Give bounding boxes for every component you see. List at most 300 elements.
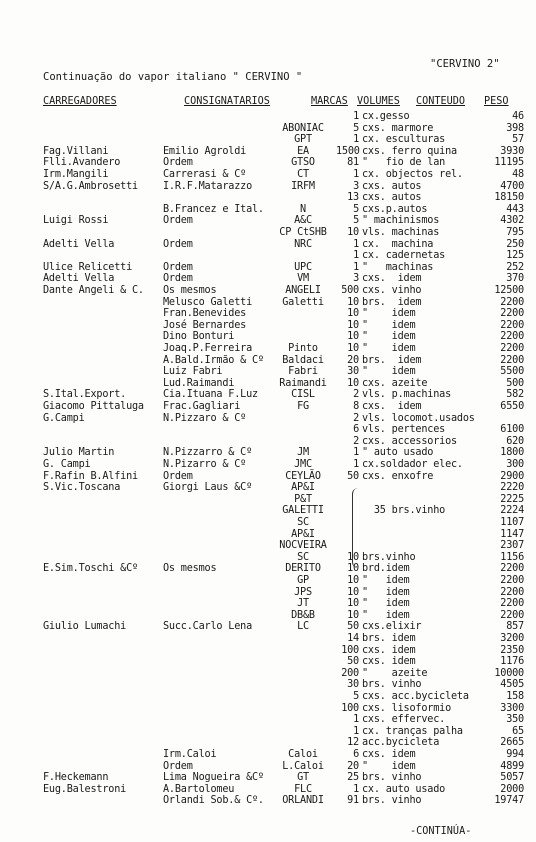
peso-cell: 1147 xyxy=(500,528,524,540)
marca-cell: AP&I xyxy=(291,482,315,494)
marca-cell: JMC xyxy=(294,459,312,470)
marca-cell: IRFM xyxy=(291,180,315,192)
peso-cell: 4302 xyxy=(500,215,524,227)
consignatario-cell: Ordem xyxy=(163,215,193,227)
consignatario-cell: Os mesmos xyxy=(163,563,217,575)
volumes-cell: 13 xyxy=(347,192,359,204)
marca-cell: DB&B xyxy=(291,609,315,621)
carregador-cell: Dante Angeli & C. xyxy=(43,285,144,296)
consignatario-cell: A.Bald.Irmão & Cº xyxy=(163,354,264,366)
table-row xyxy=(0,273,536,284)
marca-cell: VM xyxy=(297,273,309,285)
table-row xyxy=(0,134,536,145)
peso-cell: 5057 xyxy=(500,772,524,784)
marca-cell: FLC xyxy=(294,783,312,795)
conteudo-cell: cxs. idem xyxy=(362,656,416,668)
table-row xyxy=(0,482,536,493)
consignatario-cell: Ordem xyxy=(163,760,193,772)
conteudo-cell: cxs.p.autos xyxy=(362,203,428,215)
table-row xyxy=(0,749,536,760)
conteudo-cell: " machinas xyxy=(362,261,434,273)
consignatario-cell: Ordem xyxy=(163,157,193,169)
conteudo-cell: cxs. idem xyxy=(362,749,416,760)
marca-cell: L.Caloi xyxy=(282,760,324,772)
peso-cell: 2200 xyxy=(500,319,524,331)
volumes-cell: 5 xyxy=(353,203,359,215)
table-row xyxy=(0,552,536,563)
table-row xyxy=(0,413,536,424)
conteudo-cell: " idem xyxy=(362,598,410,610)
peso-cell: 48 xyxy=(512,169,524,180)
peso-cell: 250 xyxy=(506,238,524,250)
marca-cell: UPC xyxy=(294,261,312,273)
table-row xyxy=(0,192,536,203)
marca-cell: JPS xyxy=(294,586,312,598)
consignatario-cell: Fran.Benevides xyxy=(163,308,247,320)
conteudo-cell: brd.idem xyxy=(362,563,410,575)
peso-cell: 12500 xyxy=(494,285,524,296)
conteudo-cell: cx. tranças palha xyxy=(362,725,463,737)
consignatario-cell: Dino Bonturi xyxy=(163,331,235,343)
carregador-cell: Giacomo Pittaluga xyxy=(43,401,144,412)
peso-cell: 582 xyxy=(506,389,524,401)
table-row xyxy=(0,297,536,308)
peso-cell: 1800 xyxy=(500,447,524,459)
column-header-volumes: VOLUMES xyxy=(357,96,400,107)
conteudo-cell: " machinismos xyxy=(362,215,440,227)
conteudo-cell: cxs. lisoformio xyxy=(362,702,452,714)
volumes-cell: 3 xyxy=(353,273,359,285)
table-row xyxy=(0,355,536,366)
table-row xyxy=(0,529,536,540)
volumes-cell: 2 xyxy=(353,435,359,447)
conteudo-cell: brs.vinho xyxy=(362,551,416,563)
consignatario-cell: Os mesmos xyxy=(163,285,217,296)
consignatario-cell: N.Pizarro & Cº xyxy=(163,459,247,470)
table-row xyxy=(0,494,536,505)
volumes-cell: 12 xyxy=(347,737,359,749)
volumes-cell: 10 xyxy=(347,609,359,621)
marca-cell: GPT xyxy=(294,134,312,146)
peso-cell: 443 xyxy=(506,203,524,215)
table-row xyxy=(0,703,536,714)
volumes-cell: 6 xyxy=(353,424,359,436)
peso-cell: 2665 xyxy=(500,737,524,749)
marca-cell: ORLANDI xyxy=(282,795,324,807)
carregador-cell: F.Heckemann xyxy=(43,772,109,784)
peso-cell: 350 xyxy=(506,714,524,726)
peso-cell: 158 xyxy=(506,691,524,702)
table-row xyxy=(0,157,536,168)
volumes-cell: 1 xyxy=(353,111,359,122)
table-row xyxy=(0,575,536,586)
conteudo-cell: cx. cadernetas xyxy=(362,250,446,262)
table-row xyxy=(0,308,536,319)
consignatario-cell: B.Francez e Ital. xyxy=(163,203,264,215)
consignatario-cell: Melusco Galetti xyxy=(163,296,253,308)
conteudo-cell: cx. objectos rel. xyxy=(362,169,463,180)
volumes-cell: 10 xyxy=(347,308,359,320)
consignatario-cell: Ordem xyxy=(163,238,193,250)
table-row xyxy=(0,517,536,528)
marca-cell: CISL xyxy=(291,389,315,401)
table-row xyxy=(0,691,536,702)
marca-cell: ABONIAC xyxy=(282,122,324,134)
marca-cell: SC xyxy=(297,517,309,528)
peso-cell: 2200 xyxy=(500,575,524,586)
peso-cell: 2200 xyxy=(500,331,524,343)
volumes-cell: 1 xyxy=(353,250,359,262)
table-row xyxy=(0,146,536,157)
volumes-cell: 50 xyxy=(347,470,359,482)
carregador-cell: Giulio Lumachi xyxy=(43,621,127,633)
conteudo-cell: cx. auto usado xyxy=(362,783,446,795)
conteudo-cell: cxs. vinho xyxy=(362,285,422,296)
peso-cell: 6550 xyxy=(500,401,524,412)
conteudo-cell: brs. vinho xyxy=(362,679,422,691)
consignatario-cell: Giorgi Laus &Cº xyxy=(163,482,253,494)
volumes-cell: 10 xyxy=(347,551,359,563)
table-row xyxy=(0,227,536,238)
conteudo-cell: cx.gesso xyxy=(362,111,410,122)
peso-cell: 500 xyxy=(506,377,524,389)
marca-cell: JT xyxy=(297,598,309,610)
volumes-cell: 10 xyxy=(347,575,359,586)
table-row xyxy=(0,250,536,261)
peso-cell: 3300 xyxy=(500,702,524,714)
volumes-cell: 30 xyxy=(347,366,359,378)
consignatario-cell: I.R.F.Matarazzo xyxy=(163,180,253,192)
table-row xyxy=(0,447,536,458)
table-row xyxy=(0,331,536,342)
volumes-cell: 10 xyxy=(347,319,359,331)
marca-cell: ANGELI xyxy=(285,285,321,296)
peso-cell: 2000 xyxy=(500,783,524,795)
conteudo-cell: vls. p.machinas xyxy=(362,389,452,401)
consignatario-cell: Ordem xyxy=(163,273,193,285)
volumes-cell: 10 xyxy=(347,343,359,354)
volumes-cell: 3 xyxy=(353,180,359,192)
table-row xyxy=(0,610,536,621)
column-header-marcas: MARCAS xyxy=(311,96,348,107)
carregador-cell: F.Rafin B.Alfini xyxy=(43,470,138,482)
conteudo-cell: " auto usado xyxy=(362,447,434,459)
table-row xyxy=(0,389,536,400)
volumes-cell: 20 xyxy=(347,760,359,772)
peso-cell: 65 xyxy=(512,725,524,737)
peso-cell: 398 xyxy=(506,122,524,134)
peso-cell: 252 xyxy=(506,261,524,273)
conteudo-cell: acc.bycicleta xyxy=(362,737,440,749)
conteudo-cell: " idem xyxy=(362,366,416,378)
peso-cell: 2307 xyxy=(500,540,524,552)
volumes-cell: 5 xyxy=(353,215,359,227)
table-row xyxy=(0,343,536,354)
carregador-cell: Irm.Mangili xyxy=(43,169,109,180)
column-header-conteudo: CONTEUDO xyxy=(416,96,466,107)
marca-cell: GP xyxy=(297,575,309,586)
marca-cell: DERITO xyxy=(285,563,321,575)
peso-cell: 1107 xyxy=(500,517,524,528)
conteudo-cell: cxs. autos xyxy=(362,192,422,204)
peso-cell: 2200 xyxy=(500,296,524,308)
conteudo-cell: " idem xyxy=(362,575,410,586)
conteudo-cell: cxs. acc.bycicleta xyxy=(362,691,469,702)
volumes-cell: 10 xyxy=(347,586,359,598)
conteudo-cell: cx.soldador elec. xyxy=(362,459,463,470)
marca-cell: Caloi xyxy=(288,749,318,760)
conteudo-cell: brs. idem xyxy=(362,633,416,644)
column-header-pesos: PESO xyxy=(484,96,509,107)
conteudo-cell: " idem xyxy=(362,586,410,598)
marca-cell: CEYLÃO xyxy=(285,470,321,482)
peso-cell: 2224 xyxy=(500,505,524,517)
marca-cell: GTSO xyxy=(291,157,315,169)
volumes-cell: 1 xyxy=(353,169,359,180)
marca-cell: N xyxy=(300,203,306,215)
table-row xyxy=(0,540,536,551)
marca-cell: AP&I xyxy=(291,528,315,540)
peso-cell: 300 xyxy=(506,459,524,470)
carregador-cell: Eug.Balestroni xyxy=(43,783,127,795)
table-row xyxy=(0,239,536,250)
carregador-cell: Fag.Villani xyxy=(43,145,109,157)
peso-cell: 795 xyxy=(506,227,524,238)
peso-cell: 2200 xyxy=(500,598,524,610)
consignatario-cell: Orlandi Sob.& Cº. xyxy=(163,795,264,807)
conteudo-cell: cxs.elixir xyxy=(362,621,422,633)
consignatario-cell: Lud.Raimandi xyxy=(163,377,235,389)
consignatario-cell: José Bernardes xyxy=(163,319,247,331)
volumes-cell: 50 xyxy=(347,656,359,668)
volumes-cell: 10 xyxy=(347,598,359,610)
peso-cell: 857 xyxy=(506,621,524,633)
peso-cell: 3200 xyxy=(500,633,524,644)
marca-cell: CT xyxy=(297,169,309,180)
volumes-cell: 2 xyxy=(353,389,359,401)
volumes-cell: 81 xyxy=(347,157,359,169)
carregador-cell: Adelti Vella xyxy=(43,273,115,285)
volumes-cell: 50 xyxy=(347,621,359,633)
document-title: Continuação do vapor italiano " CERVINO " xyxy=(43,71,303,83)
table-row xyxy=(0,772,536,783)
table-row xyxy=(0,784,536,795)
marca-cell: LC xyxy=(297,621,309,633)
marca-cell: JM xyxy=(297,447,309,459)
marca-cell: A&C xyxy=(294,215,312,227)
peso-cell: 4700 xyxy=(500,180,524,192)
document-reference: "CERVINO 2" xyxy=(430,58,500,70)
volumes-cell: 1 xyxy=(353,447,359,459)
conteudo-cell: cxs. idem xyxy=(362,273,422,285)
table-row xyxy=(0,656,536,667)
table-row xyxy=(0,471,536,482)
consignatario-cell: Frac.Gagliari xyxy=(163,401,241,412)
peso-cell: 4505 xyxy=(500,679,524,691)
peso-cell: 2220 xyxy=(500,482,524,494)
volumes-cell: 10 xyxy=(347,296,359,308)
volumes-cell: 100 xyxy=(341,702,359,714)
table-row xyxy=(0,320,536,331)
marca-cell: SC xyxy=(297,551,309,563)
table-row xyxy=(0,679,536,690)
table-row xyxy=(0,436,536,447)
conteudo-cell: vls. machinas xyxy=(362,227,440,238)
marca-cell: Pinto xyxy=(288,343,318,354)
peso-cell: 2200 xyxy=(500,354,524,366)
consignatario-cell: Lima Nogueira &Cº xyxy=(163,772,264,784)
consignatario-cell: Ordem xyxy=(163,261,193,273)
conteudo-cell: cxs. marmore xyxy=(362,122,434,134)
carregador-cell: Luigi Rossi xyxy=(43,215,109,227)
conteudo-cell: cxs. effervec. xyxy=(362,714,446,726)
conteudo-cell: cxs. idem xyxy=(362,644,416,656)
peso-cell: 2200 xyxy=(500,343,524,354)
carregador-cell: Flli.Avandero xyxy=(43,157,121,169)
volumes-cell: 1 xyxy=(353,714,359,726)
peso-cell: 2200 xyxy=(500,586,524,598)
table-row xyxy=(0,737,536,748)
conteudo-cell: " fio de lan xyxy=(362,157,446,169)
consignatario-cell: Succ.Carlo Lena xyxy=(163,621,253,633)
marca-cell: GT xyxy=(297,772,309,784)
conteudo-cell: " idem xyxy=(362,609,410,621)
marca-cell: Galetti xyxy=(282,296,324,308)
volumes-cell: 30 xyxy=(347,679,359,691)
peso-cell: 57 xyxy=(512,134,524,146)
peso-cell: 620 xyxy=(506,435,524,447)
volumes-cell: 20 xyxy=(347,354,359,366)
volumes-cell: 8 xyxy=(353,401,359,412)
table-row xyxy=(0,795,536,806)
volumes-cell: 10 xyxy=(347,563,359,575)
conteudo-cell: " idem xyxy=(362,331,416,343)
conteudo-cell: cxs. accessorios xyxy=(362,435,457,447)
table-row xyxy=(0,505,536,516)
peso-cell: 1176 xyxy=(500,656,524,668)
table-row xyxy=(0,621,536,632)
consignatario-cell: Luiz Fabri xyxy=(163,366,223,378)
conteudo-cell: brs. vinho xyxy=(362,795,422,807)
marca-cell: Raimandi xyxy=(279,377,327,389)
carregador-cell: G. Campi xyxy=(43,459,91,470)
peso-cell: 994 xyxy=(506,749,524,760)
table-row xyxy=(0,668,536,679)
table-row xyxy=(0,726,536,737)
peso-cell: 18150 xyxy=(494,192,524,204)
carregador-cell: Adelti Vella xyxy=(43,238,115,250)
table-row xyxy=(0,645,536,656)
consignatario-cell: Ordem xyxy=(163,470,193,482)
peso-cell: 2200 xyxy=(500,308,524,320)
conteudo-cell: " idem xyxy=(362,308,416,320)
carregador-cell: S.Ital.Export. xyxy=(43,389,127,401)
table-row xyxy=(0,123,536,134)
peso-cell: 370 xyxy=(506,273,524,285)
table-row xyxy=(0,633,536,644)
conteudo-cell: vls. pertences xyxy=(362,424,446,436)
conteudo-cell: 35 brs.vinho xyxy=(362,505,446,517)
volumes-cell: 10 xyxy=(347,377,359,389)
peso-cell: 3930 xyxy=(500,145,524,157)
volumes-cell: 100 xyxy=(341,644,359,656)
carregador-cell: G.Campi xyxy=(43,412,85,424)
consignatario-cell: Irm.Caloi xyxy=(163,749,217,760)
table-row xyxy=(0,587,536,598)
volumes-cell: 200 xyxy=(341,667,359,679)
continuation-note: -CONTINÚA- xyxy=(410,826,472,837)
consignatario-cell: N.Pizzarro & Cº xyxy=(163,447,253,459)
consignatario-cell: Cia.Ituana F.Luz xyxy=(163,389,258,401)
peso-cell: 2200 xyxy=(500,563,524,575)
volumes-cell: 500 xyxy=(341,285,359,296)
marca-cell: EA xyxy=(297,145,309,157)
peso-cell: 2900 xyxy=(500,470,524,482)
carregador-cell: S/A.G.Ambrosetti xyxy=(43,180,138,192)
conteudo-cell: cxs. enxofre xyxy=(362,470,434,482)
table-row xyxy=(0,378,536,389)
table-row xyxy=(0,563,536,574)
column-header-carregadores: CARREGADORES xyxy=(43,96,117,107)
volumes-cell: 1 xyxy=(353,783,359,795)
table-row xyxy=(0,714,536,725)
column-header-consignatarios: CONSIGNATARIOS xyxy=(184,96,270,107)
consignatario-cell: Carrerasi & Cº xyxy=(163,169,247,180)
volumes-cell: 1 xyxy=(353,459,359,470)
marca-cell: P&T xyxy=(294,493,312,505)
table-row xyxy=(0,181,536,192)
conteudo-cell: cxs. azeite xyxy=(362,377,428,389)
volumes-cell: 1 xyxy=(353,725,359,737)
volumes-cell: 2 xyxy=(353,412,359,424)
table-row xyxy=(0,169,536,180)
marca-cell: FG xyxy=(297,401,309,412)
conteudo-cell: brs. vinho xyxy=(362,772,422,784)
conteudo-cell: cx. esculturas xyxy=(362,134,446,146)
peso-cell: 1156 xyxy=(500,551,524,563)
volumes-cell: 6 xyxy=(353,749,359,760)
table-row xyxy=(0,285,536,296)
peso-cell: 2350 xyxy=(500,644,524,656)
peso-cell: 5500 xyxy=(500,366,524,378)
table-row xyxy=(0,598,536,609)
volumes-cell: 25 xyxy=(347,772,359,784)
table-row xyxy=(0,761,536,772)
table-row xyxy=(0,424,536,435)
marca-cell: NRC xyxy=(294,238,312,250)
volumes-cell: 1 xyxy=(353,261,359,273)
grouping-brace xyxy=(352,488,359,568)
table-row xyxy=(0,215,536,226)
consignatario-cell: Joaq.P.Ferreira xyxy=(163,343,253,354)
consignatario-cell: Emilio Agroldi xyxy=(163,145,247,157)
volumes-cell: 1500 xyxy=(336,145,360,157)
conteudo-cell: " idem xyxy=(362,319,416,331)
conteudo-cell: cxs. idem xyxy=(362,401,422,412)
peso-cell: 4899 xyxy=(500,760,524,772)
peso-cell: 10000 xyxy=(494,667,524,679)
conteudo-cell: cxs. ferro quina xyxy=(362,145,457,157)
conteudo-cell: " idem xyxy=(362,760,416,772)
carregador-cell: Julio Martin xyxy=(43,447,115,459)
volumes-cell: 1 xyxy=(353,134,359,146)
conteudo-cell: brs. idem xyxy=(362,354,422,366)
peso-cell: 46 xyxy=(512,111,524,122)
volumes-cell: 1 xyxy=(353,238,359,250)
marca-cell: GALETTI xyxy=(282,505,324,517)
volumes-cell: 10 xyxy=(347,227,359,238)
marca-cell: NOCVEIRA xyxy=(279,540,327,552)
